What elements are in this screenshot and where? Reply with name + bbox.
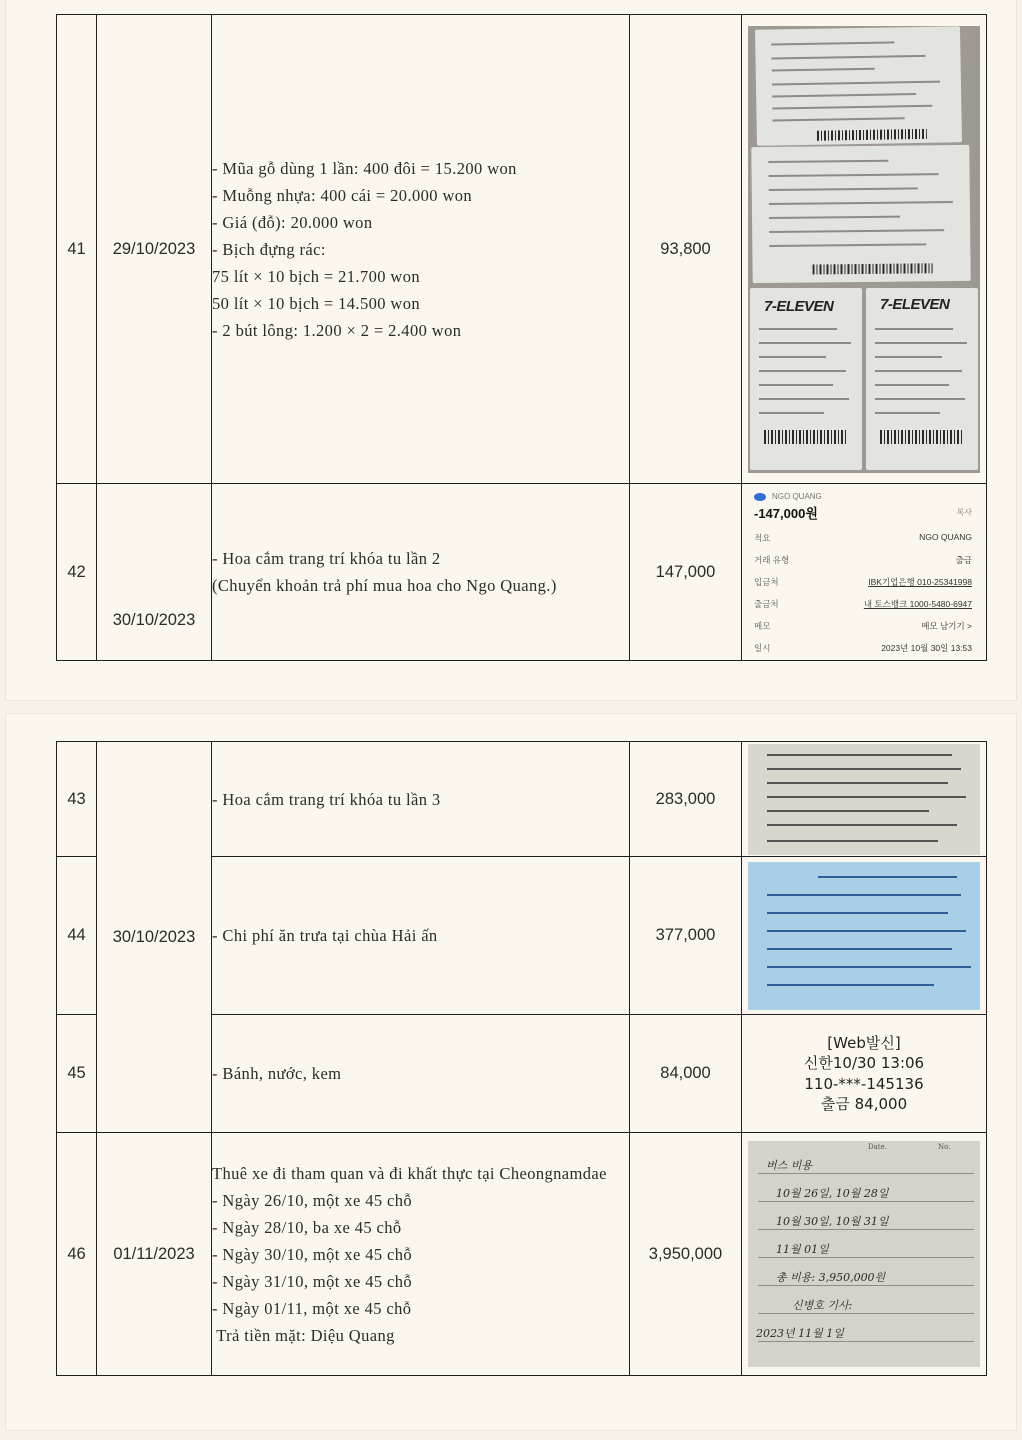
- sms-line: 출금 84,000: [820, 1095, 908, 1113]
- row-date: 30/10/2023: [97, 742, 212, 1133]
- row-number: 44: [57, 857, 97, 1015]
- note-line: 신병호 기사:: [792, 1299, 853, 1312]
- row-description: [212, 15, 630, 484]
- receipt-photo: [748, 26, 980, 473]
- row-amount: 93,800: [630, 15, 742, 484]
- detail-key: 메모: [754, 621, 771, 631]
- sms-line: 신한10/30 13:06: [803, 1054, 925, 1072]
- description-line: - Ngày 28/10, ba xe 45 chỗ: [212, 1217, 402, 1237]
- row-description: [212, 742, 630, 857]
- row-date: 01/11/2023: [97, 1133, 212, 1376]
- detail-key: 입금처: [754, 577, 779, 587]
- receipt-slip: [866, 288, 978, 470]
- detail-key: 일시: [754, 643, 771, 653]
- receipt-photo-cell: [742, 742, 987, 857]
- note-date-label: Date.: [868, 1143, 887, 1151]
- copy-button[interactable]: 복사: [956, 508, 972, 517]
- sms-line: 110-***-145136: [804, 1074, 924, 1093]
- row-number: 45: [57, 1015, 97, 1133]
- detail-key: 거래 유형: [754, 555, 790, 565]
- handwritten-note-cell: [742, 1133, 987, 1376]
- detail-value: 내 토스뱅크 1000-5480-6947: [863, 599, 972, 609]
- detail-value: IBK기업은행 010-25341998: [868, 577, 972, 587]
- description-line: 50 lít × 10 bịch = 14.500 won: [212, 293, 421, 313]
- description-line: - Bánh, nước, kem: [212, 1064, 342, 1083]
- table-row: [57, 15, 987, 484]
- row-description: [212, 1133, 630, 1376]
- receipt-photo-cell: [742, 15, 987, 484]
- note-line: 버스 비용: [766, 1159, 813, 1172]
- row-amount: 3,950,000: [630, 1133, 742, 1376]
- table-row: [57, 484, 987, 661]
- row-amount: 283,000: [630, 742, 742, 857]
- description-line: - Mũa gỗ dùng 1 lần: 400 đôi = 15.200 won: [212, 158, 517, 178]
- table-row: [57, 1133, 987, 1376]
- note-line: 총 비용: 3,950,000원: [776, 1271, 886, 1284]
- description-line: Thuê xe đi tham quan và đi khất thực tại Cheongnamdae: [212, 1163, 607, 1183]
- transfer-recipient: NGO QUANG: [772, 492, 822, 501]
- row-date: 29/10/2023: [97, 15, 212, 484]
- row-description: [212, 857, 630, 1015]
- row-number: 41: [57, 15, 97, 484]
- table-row: [57, 742, 987, 857]
- receipt-slip: [750, 288, 862, 470]
- receipt-brand: 7-ELEVEN: [880, 295, 950, 313]
- detail-value: NGO QUANG: [919, 532, 972, 542]
- description-line: - Muỗng nhựa: 400 cái = 20.000 won: [212, 185, 473, 205]
- document-page-1: [6, 0, 1016, 700]
- note-line: 10월 26일, 10월 28일: [776, 1187, 889, 1200]
- description-line: - 2 bút lông: 1.200 × 2 = 2.400 won: [212, 320, 462, 340]
- row-number: 42: [57, 484, 97, 661]
- transfer-detail-row: [754, 576, 972, 588]
- description-line: - Bịch đựng rác:: [212, 239, 326, 259]
- transfer-detail-row: [754, 598, 972, 610]
- row-number: 46: [57, 1133, 97, 1376]
- description-line: - Hoa cắm trang trí khóa tu lần 2: [212, 549, 441, 568]
- transfer-detail-row: [754, 620, 972, 632]
- handwritten-receipt-photo: [748, 744, 980, 855]
- blue-receipt-photo: [748, 862, 980, 1010]
- transfer-detail-row: [754, 554, 972, 566]
- description-line: - Giá (đỗ): 20.000 won: [212, 212, 373, 232]
- description-line: (Chuyển khoản trả phí mua hoa cho Ngo Quang.): [212, 576, 557, 595]
- transfer-detail-row: [754, 532, 972, 544]
- note-line: 11월 01일: [776, 1243, 829, 1256]
- detail-value: 2023년 10월 30일 13:53: [881, 643, 972, 653]
- expense-table-page-1: [56, 14, 987, 661]
- expense-table-page-2: [56, 741, 987, 1376]
- row-description: [212, 484, 630, 661]
- description-line: - Hoa cắm trang trí khóa tu lần 3: [212, 789, 441, 809]
- receipt-brand: 7-ELEVEN: [764, 297, 834, 315]
- row-number: 43: [57, 742, 97, 857]
- description-line: - Ngày 31/10, một xe 45 chỗ: [212, 1271, 413, 1291]
- note-line: 10월 30일, 10월 31일: [776, 1215, 889, 1228]
- row-amount: 84,000: [630, 1015, 742, 1133]
- document-page-2: [6, 714, 1016, 1430]
- description-line: Trả tiền mặt: Diệu Quang: [212, 1325, 395, 1345]
- row-amount: 147,000: [630, 484, 742, 661]
- memo-link[interactable]: 메모 남기기 >: [921, 621, 972, 631]
- description-line: 75 lít × 10 bịch = 21.700 won: [212, 266, 421, 286]
- note-no-label: No.: [938, 1143, 951, 1151]
- bank-transfer-screenshot: [742, 484, 986, 660]
- description-line: - Ngày 26/10, một xe 45 chỗ: [212, 1190, 413, 1210]
- row-description: [212, 1015, 630, 1133]
- description-line: - Ngày 01/11, một xe 45 chỗ: [212, 1298, 412, 1318]
- detail-key: 적요: [754, 533, 771, 543]
- handwritten-note-photo: [748, 1141, 980, 1367]
- row-amount: 377,000: [630, 857, 742, 1015]
- detail-value: 출금: [955, 555, 972, 565]
- receipt-slip: [755, 26, 962, 146]
- transfer-amount-row: [754, 503, 972, 522]
- bank-sms: [742, 1033, 986, 1115]
- receipt-slip: [751, 144, 970, 282]
- transfer-detail-row: [754, 642, 972, 654]
- transfer-header: [754, 492, 972, 501]
- transfer-screenshot-cell: [742, 484, 987, 661]
- receipt-photo-cell: [742, 857, 987, 1015]
- description-line: - Ngày 30/10, một xe 45 chỗ: [212, 1244, 413, 1264]
- bank-sms-cell: [742, 1015, 987, 1133]
- description-line: - Chi phí ăn trưa tại chùa Hải ấn: [212, 926, 438, 945]
- bank-logo-icon: [754, 493, 766, 501]
- detail-key: 출금처: [754, 599, 779, 609]
- transfer-amount: -147,000원: [754, 506, 818, 521]
- sms-line: [Web발신]: [827, 1033, 901, 1052]
- row-date: 30/10/2023: [97, 484, 212, 661]
- note-line: 2023년 11월 1일: [756, 1327, 844, 1340]
